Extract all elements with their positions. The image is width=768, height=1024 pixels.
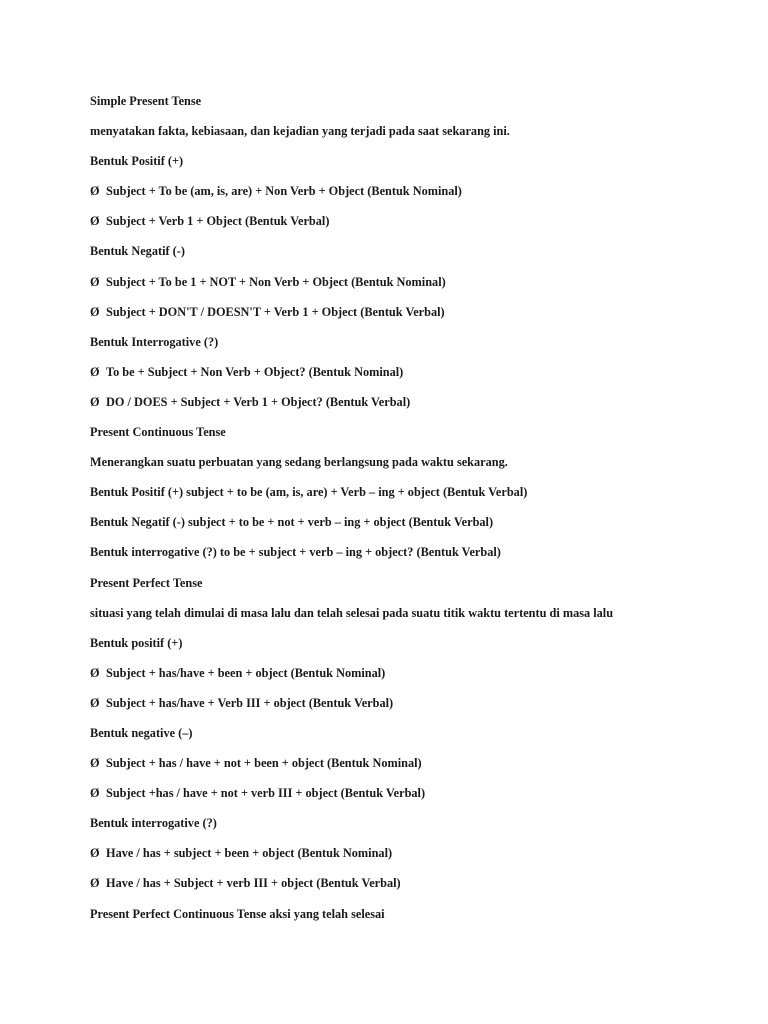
line-25: Bentuk interrogative (?) xyxy=(90,816,217,831)
line-3: Bentuk Positif (+) xyxy=(90,154,184,169)
bullet-mark: Ø xyxy=(90,756,100,771)
bullet-mark: Ø xyxy=(90,364,100,379)
line-26: Ø Have / has + subject + been + object (Bentuk Nominal) xyxy=(90,846,393,861)
line-21: Ø Subject + has/have + Verb III + object (Bentuk Verbal) xyxy=(90,695,394,710)
line-4: Ø Subject + To be (am, is, are) + Non Verb + Object (Bentuk Nominal) xyxy=(90,184,462,199)
bullet-mark: Ø xyxy=(90,184,100,199)
line-8: Ø Subject + DON'T / DOESN'T + Verb 1 + Object (Bentuk Verbal) xyxy=(90,304,445,319)
line-28: Present Perfect Continuous Tense aksi yang telah selesai xyxy=(90,906,385,921)
line-20: Ø Subject + has/have + been + object (Bentuk Nominal) xyxy=(90,665,386,680)
line-1: Simple Present Tense xyxy=(90,94,202,108)
line-14: Bentuk Positif (+) subject + to be (am, is, are) + Verb – ing + object (Bentuk Verbal) xyxy=(90,485,528,500)
line-13: Menerangkan suatu perbuatan yang sedang berlangsung pada waktu sekarang. xyxy=(90,455,508,470)
line-12: Present Continuous Tense xyxy=(90,425,226,440)
line-22: Bentuk negative (–) xyxy=(90,725,193,740)
bullet-mark: Ø xyxy=(90,876,100,891)
bullet-mark: Ø xyxy=(90,394,100,409)
bullet-mark: Ø xyxy=(90,304,100,319)
line-7: Ø Subject + To be 1 + NOT + Non Verb + Object (Bentuk Nominal) xyxy=(90,274,446,289)
line-27: Ø Have / has + Subject + verb III + object (Bentuk Verbal) xyxy=(90,876,401,891)
bullet-mark: Ø xyxy=(90,695,100,710)
bullet-mark: Ø xyxy=(90,214,100,229)
bullet-mark: Ø xyxy=(90,274,100,289)
document-body xyxy=(90,92,750,935)
line-5: Ø Subject + Verb 1 + Object (Bentuk Verbal) xyxy=(90,214,330,229)
line-19: Bentuk positif (+) xyxy=(90,635,183,650)
line-23: Ø Subject + has / have + not + been + object (Bentuk Nominal) xyxy=(90,756,422,771)
bullet-mark: Ø xyxy=(90,786,100,801)
line-17: Present Perfect Tense xyxy=(90,575,203,590)
line-16: Bentuk interrogative (?) to be + subject + verb – ing + object? (Bentuk Verbal) xyxy=(90,545,501,560)
line-2: menyatakan fakta, kebiasaan, dan kejadian yang terjadi pada saat sekarang ini. xyxy=(90,124,510,139)
line-18: situasi yang telah dimulai di masa lalu dan telah selesai pada suatu titik waktu tertentu di masa lalu xyxy=(90,605,614,620)
line-10: Ø To be + Subject + Non Verb + Object? (Bentuk Nominal) xyxy=(90,364,404,379)
line-11: Ø DO / DOES + Subject + Verb 1 + Object? (Bentuk Verbal) xyxy=(90,394,411,409)
bullet-mark: Ø xyxy=(90,846,100,861)
line-9: Bentuk Interrogative (?) xyxy=(90,334,219,349)
line-24: Ø Subject +has / have + not + verb III + object (Bentuk Verbal) xyxy=(90,786,426,801)
line-15: Bentuk Negatif (-) subject + to be + not + verb – ing + object (Bentuk Verbal) xyxy=(90,515,494,530)
bullet-mark: Ø xyxy=(90,665,100,680)
line-6: Bentuk Negatif (-) xyxy=(90,244,185,259)
